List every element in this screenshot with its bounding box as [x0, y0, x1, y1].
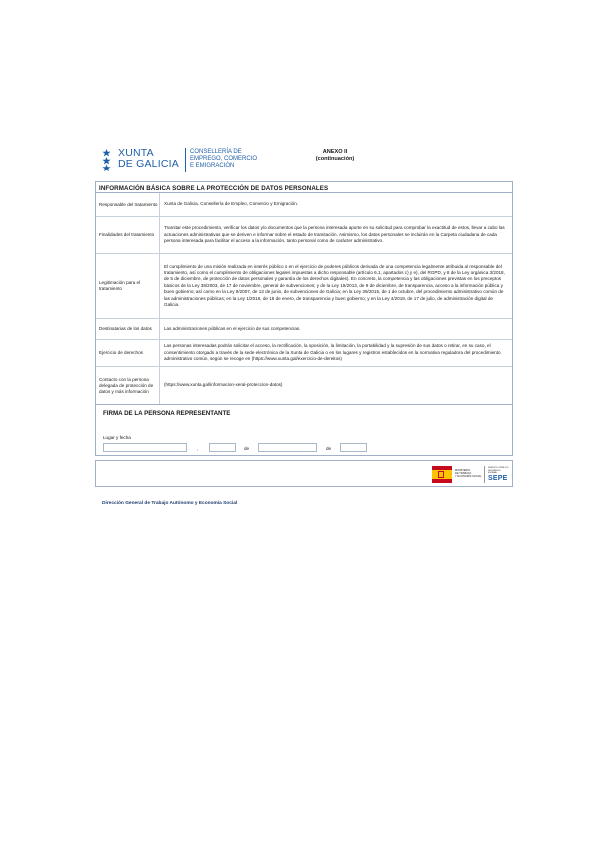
row-value: (https://www.xunta.gal/informacion-xeral-proteccion-datos)	[164, 382, 283, 388]
row-label: Contacto con la persona delegada de protección de datos y más información	[96, 367, 160, 404]
row-label: Finalidades del tratamiento	[96, 217, 160, 253]
row-value: Las personas interesadas podrán solicitar el acceso, la rectificación, la oposición, la limitación, la portabilidad y la supresión de sus datos o retirar, en su caso, el consentimiento otorgado a través de la sede electrónica de la Xunta de Galicia o en los lugares y registros establecidos en la normativa reguladora del procedimiento administrativo común, según se recoge en (https://www.xunta.gal/exercicio-de-dereitos)	[164, 343, 501, 362]
place-field[interactable]	[103, 443, 187, 452]
annex-heading	[300, 149, 370, 163]
place-date-label: Lugar y fecha	[103, 435, 131, 440]
row-label: Ejercicio de derechos	[96, 340, 160, 366]
xunta-line-2: DE GALICIA	[118, 158, 179, 170]
table-row	[96, 254, 512, 319]
de-separator-2: de	[326, 446, 332, 451]
row-value: Las administraciones públicas en el ejercicio de sus competencias.	[164, 325, 301, 331]
dept-line-1: CONSELLERÍA DE	[190, 149, 242, 155]
year-field[interactable]	[340, 443, 367, 452]
ministry-name	[455, 469, 482, 478]
sepe-line-1: SERVICIO PÚBLICO	[488, 467, 509, 469]
signature-title: FIRMA DE LA PERSONA REPRESENTANTE	[103, 410, 231, 417]
table-row	[96, 217, 512, 254]
footer-text: Dirección General de Trabajo Autónomo y Economía Social	[102, 501, 238, 506]
month-field[interactable]	[258, 443, 317, 452]
signature-section	[95, 404, 513, 456]
data-protection-table	[95, 181, 513, 405]
table-row	[96, 319, 512, 340]
sepe-line-2: DE EMPLEO ESTATAL	[488, 469, 501, 475]
department-name	[190, 149, 257, 171]
annex-subtitle: (continuación)	[315, 156, 355, 162]
row-label: Destinatarias de los datos	[96, 319, 160, 339]
annex-title: ANEXO II	[322, 149, 348, 155]
logo-divider	[185, 148, 186, 172]
xunta-logo	[100, 147, 290, 173]
ministry-line-3: Y ECONOMÍA SOCIAL	[455, 475, 482, 479]
ministry-line-2: DE TRABAJO	[455, 472, 472, 476]
dept-line-3: E EMIGRACIÓN	[190, 163, 235, 170]
spain-coat-of-arms-icon	[432, 466, 452, 483]
sepe-wordmark: SEPE	[488, 475, 508, 482]
row-label: Legitimación para el tratamiento	[96, 254, 160, 318]
xunta-emblem-icon	[100, 149, 113, 171]
row-label: Responsable del tratamiento	[96, 193, 160, 216]
xunta-wordmark	[118, 148, 179, 170]
dept-line-2: EMPREGO, COMERCIO	[190, 156, 258, 163]
table-row	[96, 367, 512, 404]
sepe-fullname	[488, 467, 510, 475]
xunta-line-1: XUNTA	[118, 147, 154, 159]
ministry-line-1: MINISTERIO	[455, 469, 471, 472]
row-value: Xunta de Galicia. Consellería de Empleo, Comercio y Emigración.	[164, 201, 299, 207]
data-protection-title: INFORMACIÓN BÁSICA SOBRE LA PROTECCIÓN DE DATOS PERSONALES	[96, 182, 512, 193]
table-row	[96, 193, 512, 217]
ministry-logo	[432, 464, 510, 485]
logo-divider	[484, 466, 485, 483]
comma-separator: ,	[197, 446, 199, 451]
row-value: Tramitar este procedimiento, verificar los datos y/o documentos que la persona interesada aporte en su solicitud para comprobar la exactitud de estos, llevar a cabo las actuaciones administrativas que se deriven e informar sobre el estado de tramitación. Asimismo, los datos personales se incluirán en la Carpeta ciudadana de cada persona interesada para facilitar el acceso a la información, tanto personal como de carácter administrativo.	[164, 225, 505, 244]
cofinancing-logos	[95, 460, 513, 487]
table-row	[96, 340, 512, 367]
day-field[interactable]	[209, 443, 236, 452]
row-value: El cumplimiento de una misión realizada en interés público o en el ejercicio de poderes públicos derivada de una competencia legalmente atribuida al responsable del tratamiento, así como el cumplimiento de obligaciones legales impuestas a dicho responsable (artículo 6.1, apartados c) y e), del RGPD, y 8 de la Ley orgánica 3/2018, de 5 de diciembre, de protección de datos personales y garantía de los derechos digitales). En concreto, la competencia y las obligaciones previstas en los preceptos básicos de la Ley 38/2003, de 17 de noviembre, general de subvenciones; y de la Ley 19/2013, de 9 de diciembre, de transparencia, acceso a la información pública y buen gobierno; así como en la Ley 9/2007, de 13 de junio, de subvenciones de Galicia; en la Ley 39/2015, de 1 de octubre, del procedimiento administrativo común de las administraciones públicas; en la Ley 1/2016, de 18 de enero, de transparencia y buen gobierno; y en la Ley 4/2019, de 17 de julio, de administración digital de Galicia.	[164, 263, 505, 308]
de-separator-1: de	[244, 446, 250, 451]
